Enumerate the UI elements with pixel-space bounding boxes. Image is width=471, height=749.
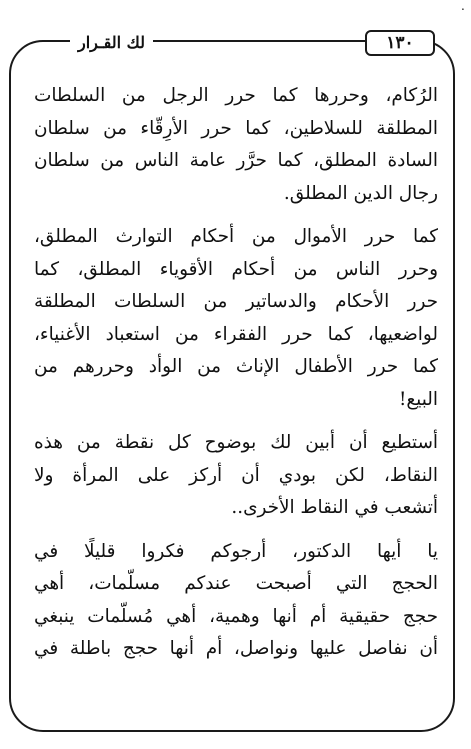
text-line: أن نفاصل عليها ونواصل، أم أنها حجج باطلة في xyxy=(34,638,438,659)
paragraph xyxy=(34,221,438,416)
text-line: وحرر الناس من أحكام الأقوياء المطلق، كما xyxy=(34,258,438,280)
paragraph xyxy=(34,80,438,210)
text-line: كما حرر الأطفال الإناث من الوأد وحررهم من xyxy=(34,356,438,377)
text-line: السادة المطلق، كما حرَّر عامة الناس من سلطان xyxy=(34,150,438,171)
text-line: حرر الأحكام والدساتير من السلطات المطلقة xyxy=(34,291,438,312)
paragraph xyxy=(34,427,438,525)
text-line: يا أيها الدكتور، أرجوكم فكروا قليلًا في xyxy=(34,540,438,562)
text-line: المطلقة للسلاطين، كما حرر الأرِقّاء من سلطان xyxy=(34,117,438,139)
text-line: حجج حقيقية أم أنها وهمية، أهي مُسلّمات ينبغي xyxy=(34,605,438,627)
text-line: الرُكام، وحررها كما حرر الرجل من السلطات xyxy=(34,85,438,106)
text-line: أتشعب في النقاط الأخرى.. xyxy=(231,497,438,518)
text-line: كما حرر الأموال من أحكام التوارث المطلق، xyxy=(34,226,438,247)
corner-mark: . xyxy=(461,0,465,13)
text-line: رجال الدين المطلق. xyxy=(283,182,438,204)
text-line: البيع! xyxy=(399,388,438,410)
text-line: الحجج التي أصبحت عندكم مسلّمات، أهي xyxy=(34,573,438,594)
text-line: أستطيع أن أبين لك بوضوح كل نقطة من هذه xyxy=(34,432,438,453)
paragraph xyxy=(34,536,438,666)
page-number: ١٣٠ xyxy=(386,33,414,53)
page-number-box xyxy=(365,30,435,56)
text-line: لواضعيها، كما حرر الفقراء من استعباد الأغنياء، xyxy=(34,323,438,345)
page-body-text xyxy=(34,80,438,666)
running-header-title: لك القـرار xyxy=(70,34,153,52)
text-line: النقاط، لكن بودي أن أركز على المرأة ولا xyxy=(34,464,438,486)
